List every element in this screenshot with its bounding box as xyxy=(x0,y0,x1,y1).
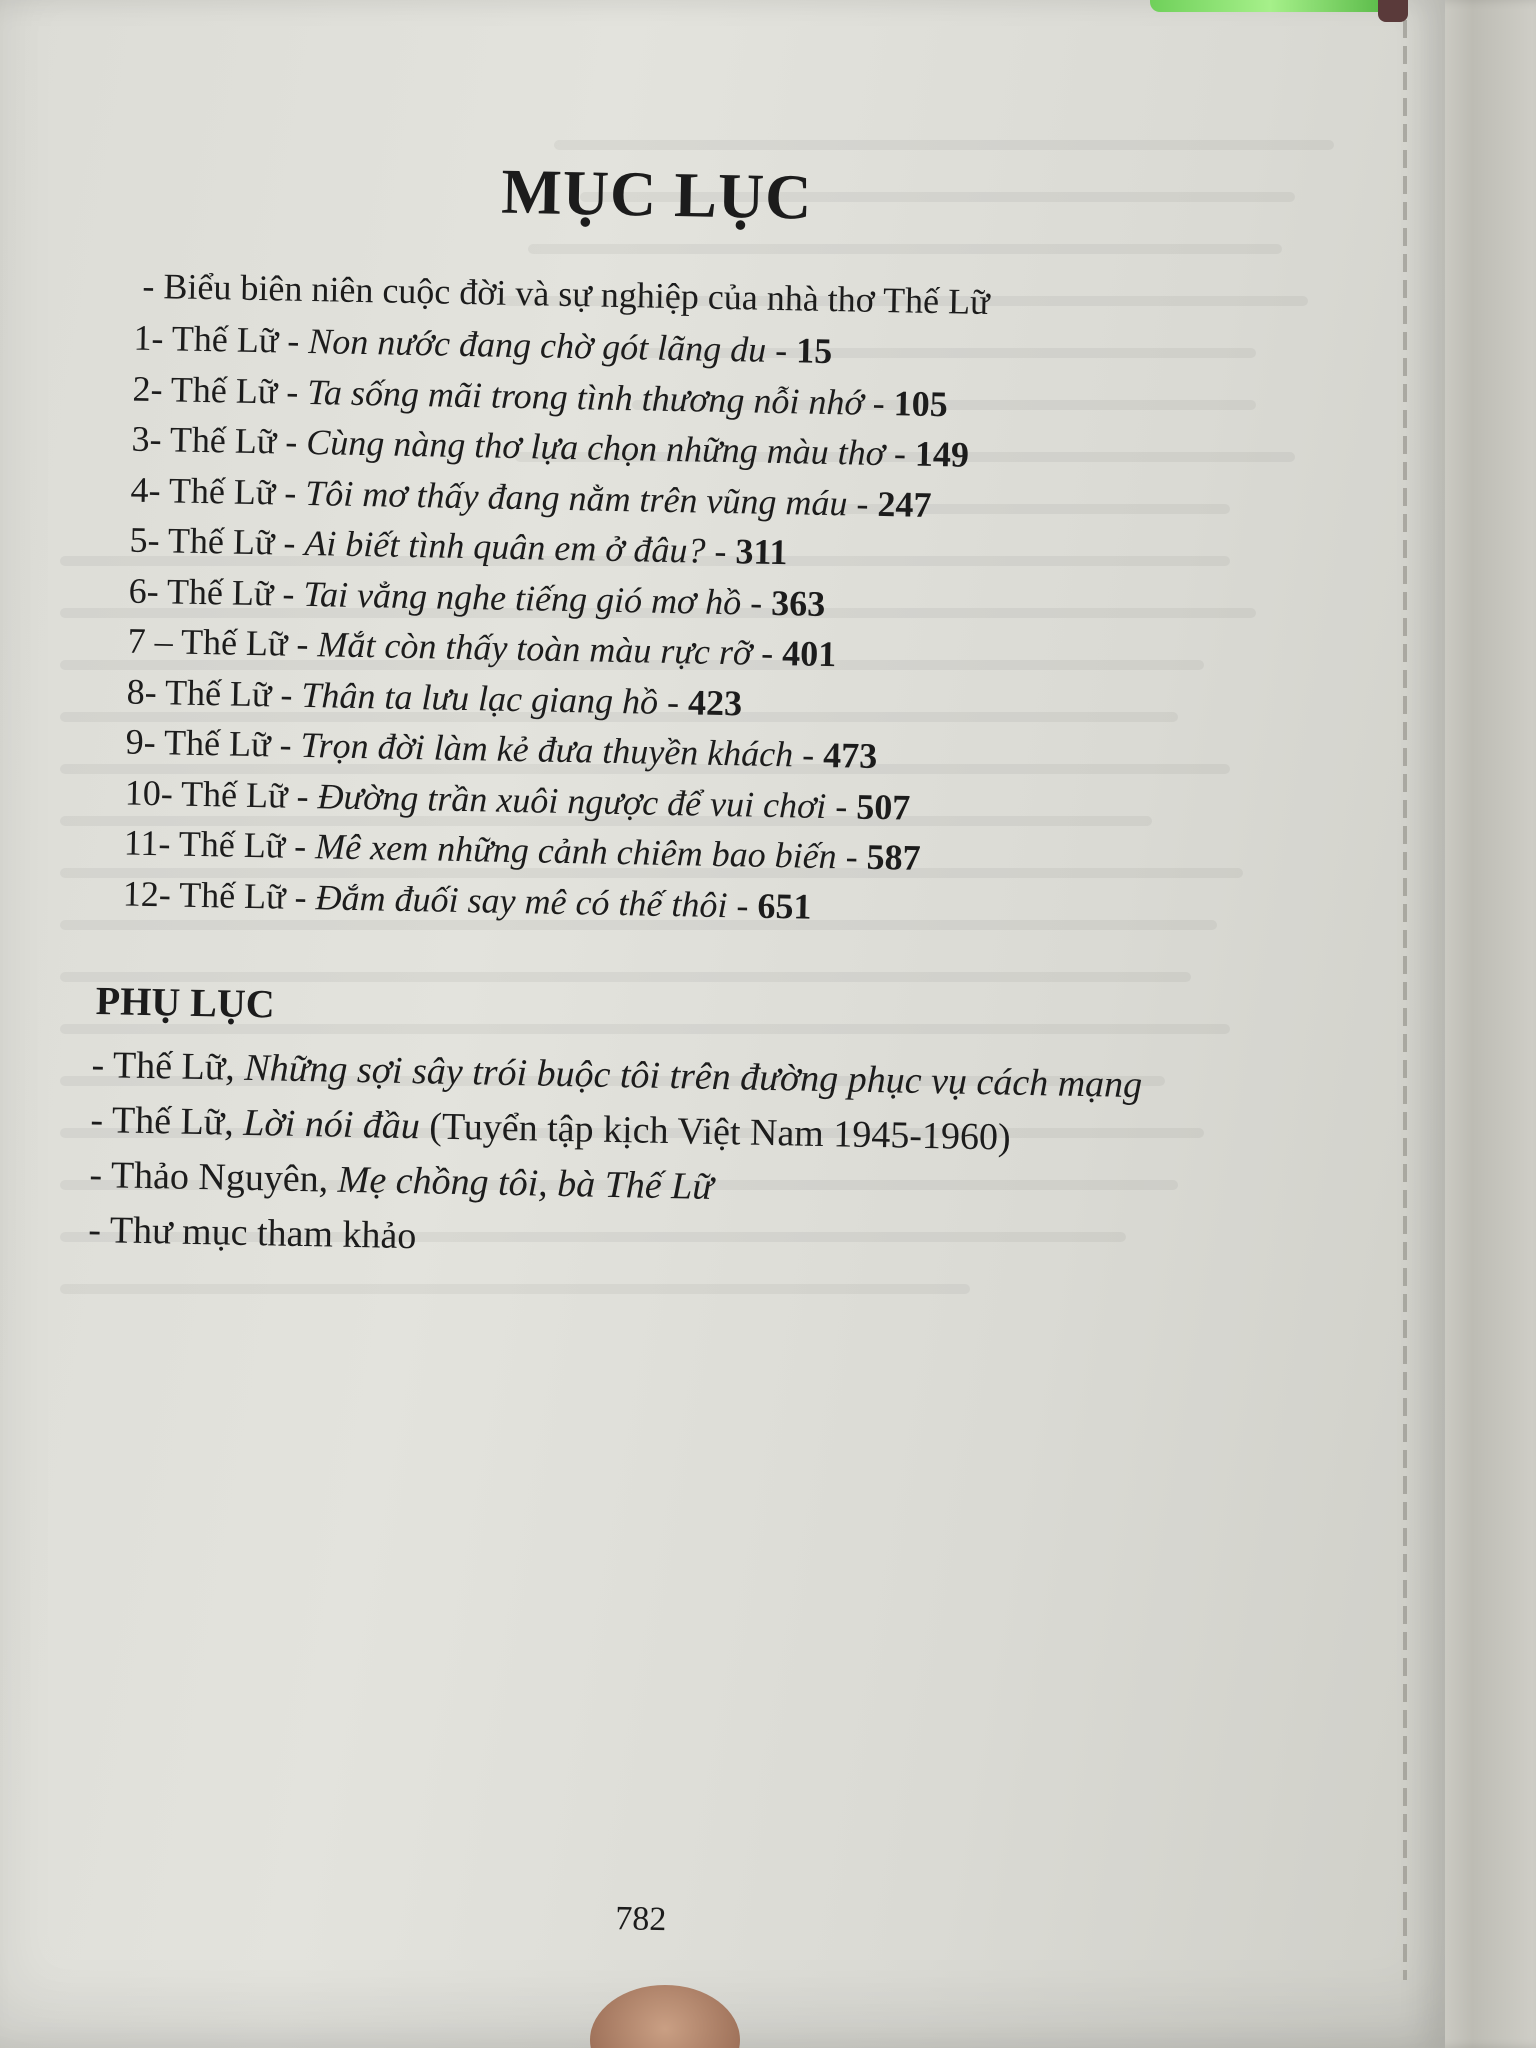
toc-entry-title: Non nước đang chờ gót lãng du xyxy=(307,320,767,370)
toc-entry-prefix: 4- Thế Lữ - xyxy=(130,469,306,513)
toc-entry-title: Ta sống mãi trong tình thương nỗi nhớ xyxy=(306,371,865,423)
toc-entry-title: Tai vẳng nghe tiếng gió mơ hồ xyxy=(303,573,742,622)
toc-entry-prefix: 8- Thế Lữ - xyxy=(126,671,302,715)
toc-entry-prefix: 3- Thế Lữ - xyxy=(131,418,307,462)
page-number: 782 xyxy=(614,1900,667,1939)
toc-entry-separator: - xyxy=(727,884,758,926)
toc-entry-separator: - xyxy=(740,581,772,623)
toc-entry-prefix: 7 – Thế Lữ - xyxy=(127,620,318,665)
toc-entry-title: Ai biết tình quân em ở đâu? xyxy=(304,522,706,571)
toc-entry-separator: - xyxy=(847,482,878,524)
toc-entry-separator: - xyxy=(751,632,783,674)
bookmark-ribbon xyxy=(1150,0,1390,12)
toc-entry-prefix: 12- Thế Lữ - xyxy=(122,873,317,917)
appendix-item-author: - Thảo Nguyên, xyxy=(89,1153,339,1201)
toc-entry-page: 423 xyxy=(687,681,743,723)
appendix-item-title: Những sợi sây trói buộc tôi trên đường phục vụ cách mạng xyxy=(244,1046,1143,1107)
toc-entry-prefix: 6- Thế Lữ - xyxy=(128,570,304,614)
toc-entry-prefix: 10- Thế Lữ - xyxy=(124,772,318,816)
toc-entry-page: 311 xyxy=(735,531,788,573)
toc-entry-separator: - xyxy=(825,785,857,827)
toc-entry-separator: - xyxy=(765,329,797,371)
toc-entry-page: 587 xyxy=(866,836,922,878)
toc-entry-page: 149 xyxy=(914,433,970,475)
toc-entry-page: 105 xyxy=(893,382,949,424)
toc-entry-prefix: 11- Thế Lữ - xyxy=(123,822,316,867)
toc-entry-page: 363 xyxy=(770,582,826,624)
toc-entry-title: Thân ta lưu lạc giang hồ xyxy=(301,674,659,722)
toc-list xyxy=(122,313,971,935)
appendix-list xyxy=(34,1037,1268,1281)
appendix-item-author: - Thế Lữ, xyxy=(91,1043,245,1089)
page-title: MỤC LỤC xyxy=(500,155,814,233)
toc-entry-page: 651 xyxy=(757,885,812,927)
book-binding-stitches xyxy=(1403,20,1407,1980)
appendix-item-author: - Thế Lữ, xyxy=(90,1098,244,1144)
appendix-item-title: Lời nói đầu xyxy=(242,1101,421,1148)
toc-entry-title: Đắm đuối say mê có thế thôi xyxy=(315,876,728,925)
toc-entry-page: 401 xyxy=(781,633,837,675)
toc-entry-page: 247 xyxy=(877,483,932,525)
toc-entry-separator: - xyxy=(705,530,736,572)
toc-entry-separator: - xyxy=(863,382,895,423)
toc-entry-separator: - xyxy=(884,433,916,474)
toc-entry-title: Cùng nàng thơ lựa chọn những màu thơ xyxy=(305,421,886,474)
toc-entry-page: 473 xyxy=(822,734,878,776)
toc-entry-title: Mê xem những cảnh chiêm bao biến xyxy=(314,826,838,877)
toc-entry-title: Trọn đời làm kẻ đưa thuyền khách xyxy=(300,724,794,775)
appendix-item-author: - Thư mục tham khảo xyxy=(88,1208,417,1258)
toc-entry-prefix: 5- Thế Lữ - xyxy=(129,519,305,563)
toc-entry-prefix: 9- Thế Lữ - xyxy=(125,721,301,765)
toc-entry-prefix: 1- Thế Lữ - xyxy=(133,317,309,361)
toc-entry-title: Mắt còn thấy toàn màu rực rỡ xyxy=(317,624,753,673)
toc-entry-page: 15 xyxy=(795,330,833,372)
appendix-item-title: Mẹ chồng tôi, bà Thế Lữ xyxy=(337,1158,714,1208)
appendix-title: PHỤ LỤC xyxy=(95,978,276,1027)
toc-entry-page: 507 xyxy=(855,786,911,828)
toc-entry-prefix: 2- Thế Lữ - xyxy=(132,368,308,412)
toc-entry-title: Đường trần xuôi ngược để vui chơi xyxy=(317,775,827,826)
intro-line: - Biểu biên niên cuộc đời và sự nghiệp của nhà thơ Thế Lữ xyxy=(142,265,990,323)
toc-entry-separator: - xyxy=(657,681,689,722)
book-cover-corner xyxy=(1378,0,1408,22)
appendix-item-note: (Tuyển tập kịch Việt Nam 1945-1960) xyxy=(419,1105,1012,1159)
toc-entry-title: Tôi mơ thấy đang nằm trên vũng máu xyxy=(305,472,848,523)
toc-entry-separator: - xyxy=(836,836,868,877)
toc-entry-separator: - xyxy=(792,734,824,775)
